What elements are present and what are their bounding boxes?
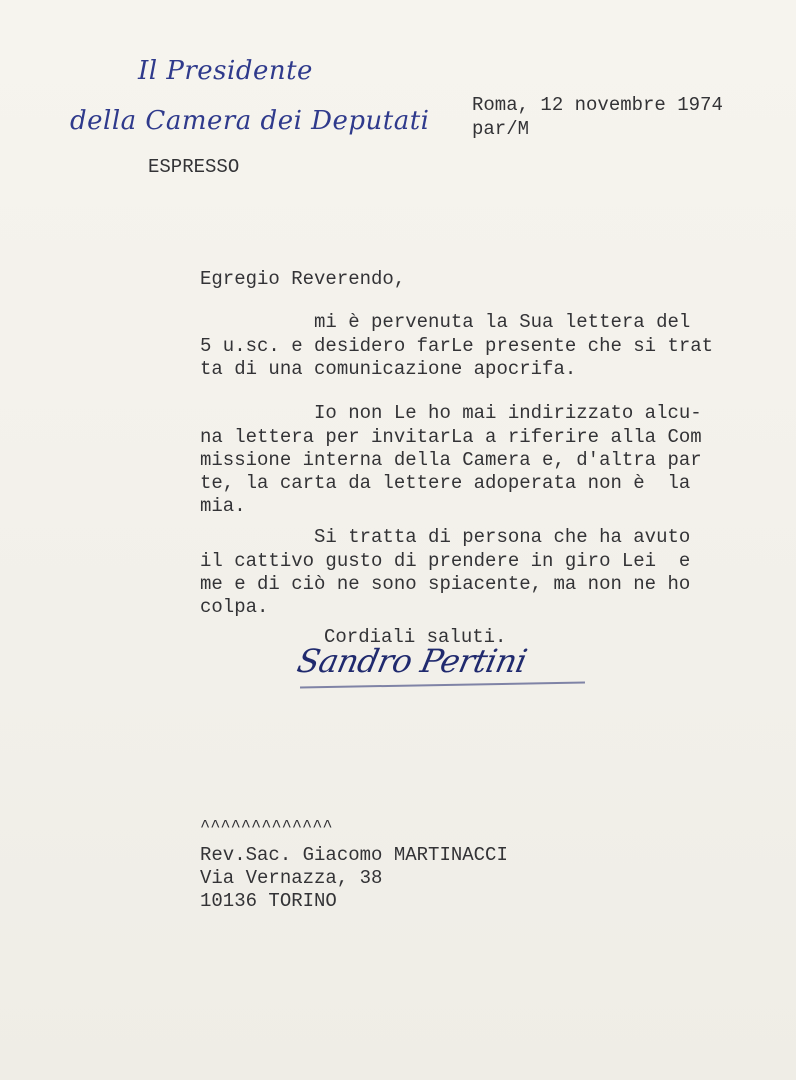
letterhead-title: Il Presidente: [138, 56, 313, 86]
paragraph-3-line-3: me e di ciò ne sono spiacente, ma non ne ho: [200, 573, 691, 595]
handwritten-signature: Sandro Pertini: [293, 642, 531, 680]
salutation: Egregio Reverendo,: [200, 268, 406, 290]
address-line-2: Via Vernazza, 38: [200, 867, 383, 889]
paragraph-1-line-3: ta di una comunicazione apocrifa.: [200, 358, 577, 380]
paragraph-2-line-5: mia.: [200, 495, 246, 517]
paragraph-3-line-2: il cattivo gusto di prendere in giro Lei e: [200, 550, 691, 572]
signature-stroke: [300, 682, 585, 689]
separator-line: ^^^^^^^^^^^^^: [200, 818, 333, 837]
paragraph-2-line-1: Io non Le ho mai indirizzato alcu-: [200, 402, 702, 424]
paragraph-2-line-4: te, la carta da lettere adoperata non è la: [200, 472, 691, 494]
paragraph-2-line-3: missione interna della Camera e, d'altra par: [200, 449, 702, 471]
address-line-3: 10136 TORINO: [200, 890, 337, 912]
reference-code: par/M: [472, 118, 530, 140]
paragraph-2-line-2: na lettera per invitarLa a riferire alla Com: [200, 426, 702, 448]
paragraph-1-line-2: 5 u.sc. e desidero farLe presente che si trat: [200, 335, 714, 357]
paragraph-3-line-4: colpa.: [200, 596, 269, 618]
delivery-mark: ESPRESSO: [148, 156, 240, 178]
paragraph-3-line-1: Si tratta di persona che ha avuto: [200, 526, 691, 548]
address-line-1: Rev.Sac. Giacomo MARTINACCI: [200, 844, 508, 866]
closing: Cordiali saluti.: [324, 626, 507, 648]
place-date: Roma, 12 novembre 1974: [472, 94, 723, 116]
paragraph-1-line-1: mi è pervenuta la Sua lettera del: [200, 311, 691, 333]
letterhead-institution: della Camera dei Deputati: [70, 106, 430, 136]
